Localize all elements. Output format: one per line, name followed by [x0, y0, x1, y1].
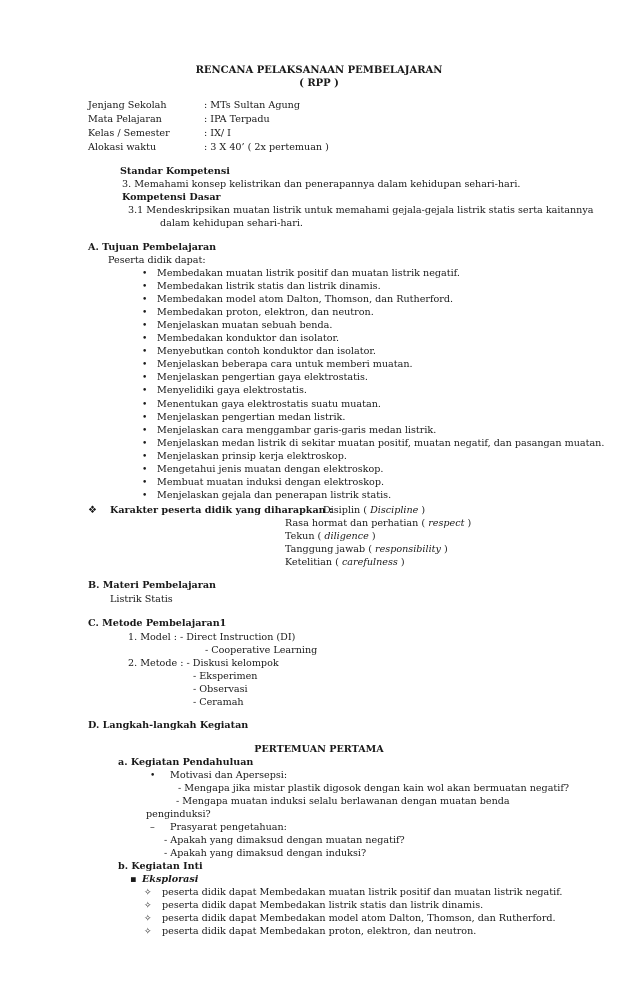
- karakter-item-close: ): [421, 505, 426, 516]
- tujuan-item: Mengetahui jenis muatan dengan elektroskop.: [157, 463, 384, 475]
- metode-item-observasi: - Observasi: [193, 684, 248, 695]
- karakter-item-term: diligence: [324, 531, 369, 542]
- identity-label-mapel: Mata Pelajaran: [88, 114, 162, 125]
- tujuan-item: Membuat muatan induksi dengan elektroskop.: [157, 476, 385, 488]
- karakter-item-close: ): [443, 544, 448, 555]
- tujuan-intro: Peserta didik dapat:: [108, 255, 206, 266]
- karakter-item: [285, 518, 471, 530]
- document-subtitle: ( RPP ): [299, 78, 339, 89]
- motivasi-label: Motivasi dan Apersepsi:: [170, 770, 288, 781]
- identity-label-kelas: Kelas / Semester: [88, 128, 170, 139]
- eksplorasi-item: peserta didik dapat Membedakan muatan listrik positif dan muatan listrik negatif.: [162, 887, 563, 898]
- karakter-item-close: ): [400, 557, 405, 568]
- tujuan-item: Membedakan proton, elektron, dan neutron.: [157, 307, 374, 319]
- tujuan-bullet: •: [142, 412, 148, 423]
- karakter-item: [285, 557, 405, 569]
- karakter-item-term: Discipline: [370, 505, 419, 516]
- document-title: RENCANA PELAKSANAAN PEMBELAJARAN: [195, 65, 443, 76]
- metode-heading: C. Metode Pembelajaran1: [88, 618, 227, 629]
- tujuan-bullet: •: [142, 386, 148, 397]
- kd-line-2: dalam kehidupan sehari-hari.: [160, 218, 303, 229]
- karakter-item-text: Ketelitian (: [285, 557, 339, 568]
- tujuan-bullet: •: [142, 399, 148, 410]
- eksplorasi-item: peserta didik dapat Membedakan model atom Dalton, Thomson, dan Rutherford.: [162, 913, 556, 924]
- identity-value-mapel: : IPA Terpadu: [204, 114, 270, 125]
- karakter-item-close: ): [371, 531, 376, 542]
- tujuan-item: Menjelaskan gejala dan penerapan listrik statis.: [157, 489, 392, 501]
- tujuan-bullet: •: [142, 425, 148, 436]
- tujuan-bullet: •: [142, 360, 148, 371]
- langkah-heading: D. Langkah-langkah Kegiatan: [88, 720, 249, 731]
- tujuan-bullet: •: [142, 334, 148, 345]
- tujuan-item: Menjelaskan pengertian gaya elektrostatis.: [157, 372, 368, 384]
- karakter-item-text: Tanggung jawab (: [285, 544, 372, 555]
- eksplorasi-marker: ▪: [130, 874, 137, 885]
- kd-heading: Kompetensi Dasar: [122, 192, 221, 203]
- tujuan-bullet: •: [142, 321, 148, 332]
- karakter-heading: Karakter peserta didik yang diharapkan :: [110, 505, 333, 516]
- tujuan-item: Menjelaskan beberapa cara untuk memberi muatan.: [157, 359, 413, 371]
- kd-line-1: 3.1 Mendeskripsikan muatan listrik untuk memahami gejala-gejala listrik statis serta kaitannya: [128, 205, 594, 216]
- metode-item-eksperimen: - Eksperimen: [193, 671, 258, 682]
- eksplorasi-item: peserta didik dapat Membedakan listrik statis dan listrik dinamis.: [162, 900, 484, 911]
- tujuan-item: Menjelaskan muatan sebuah benda.: [157, 320, 333, 332]
- tujuan-item: Membedakan konduktor dan isolator.: [157, 333, 340, 345]
- standar-text: 3. Memahami konsep kelistrikan dan penerapannya dalam kehidupan sehari-hari.: [122, 179, 521, 190]
- tujuan-bullet: •: [142, 477, 148, 488]
- tujuan-bullet: •: [142, 269, 148, 279]
- tujuan-item: Menentukan gaya elektrostatis suatu muatan.: [157, 398, 381, 410]
- motivasi-q2-cont: penginduksi?: [146, 809, 211, 820]
- motivasi-q1: - Mengapa jika mistar plastik digosok dengan kain wol akan bermuatan negatif?: [178, 783, 570, 794]
- prasyarat-label: Prasyarat pengetahuan:: [170, 822, 287, 833]
- motivasi-bullet: •: [150, 771, 156, 781]
- eksplorasi-item: peserta didik dapat Membedakan proton, elektron, dan neutron.: [162, 926, 477, 937]
- identity-label-alokasi: Alokasi waktu: [88, 142, 157, 153]
- eksplorasi-marker-item: ✧: [144, 901, 152, 911]
- tujuan-bullet: •: [142, 490, 148, 501]
- tujuan-heading: A. Tujuan Pembelajaran: [88, 242, 217, 253]
- karakter-item: [323, 505, 425, 517]
- materi-heading: B. Materi Pembelajaran: [88, 580, 217, 591]
- tujuan-item: Menjelaskan cara menggambar garis-garis medan listrik.: [157, 424, 437, 436]
- standar-heading: Standar Kompetensi: [120, 166, 230, 177]
- prasyarat-q1: - Apakah yang dimaksud dengan muatan negatif?: [164, 835, 405, 846]
- identity-value-kelas: : IX/ I: [204, 128, 231, 139]
- tujuan-bullet: •: [142, 347, 148, 358]
- tujuan-item: Menyelidiki gaya elektrostatis.: [157, 385, 307, 397]
- tujuan-item: Menyebutkan contoh konduktor dan isolator.: [157, 346, 376, 358]
- inti-heading: b. Kegiatan Inti: [118, 861, 203, 872]
- karakter-item-term: responsibility: [375, 544, 441, 555]
- identity-label-jenjang: Jenjang Sekolah: [88, 100, 167, 111]
- metode-model-2: - Cooperative Learning: [205, 645, 318, 656]
- tujuan-bullet: •: [142, 282, 148, 293]
- tujuan-item: Membedakan listrik statis dan listrik dinamis.: [157, 281, 381, 293]
- pendahuluan-heading: a. Kegiatan Pendahuluan: [118, 757, 254, 768]
- motivasi-q2: - Mengapa muatan induksi selalu berlawanan dengan muatan benda: [176, 796, 510, 807]
- karakter-item-text: Rasa hormat dan perhatian (: [285, 518, 426, 529]
- tujuan-bullet: •: [142, 438, 148, 449]
- karakter-marker: ❖: [88, 505, 97, 516]
- pertemuan-heading: PERTEMUAN PERTAMA: [254, 744, 384, 755]
- prasyarat-marker: –: [150, 822, 155, 833]
- karakter-item-text: Disiplin (: [323, 505, 368, 516]
- eksplorasi-heading: Eksplorasi: [142, 874, 199, 885]
- eksplorasi-marker-item: ✧: [144, 888, 152, 898]
- tujuan-item: Menjelaskan prinsip kerja elektroskop.: [157, 450, 347, 462]
- tujuan-item: Membedakan model atom Dalton, Thomson, dan Rutherford.: [157, 294, 454, 306]
- materi-text: Listrik Statis: [110, 594, 173, 605]
- prasyarat-q2: - Apakah yang dimaksud dengan induksi?: [164, 848, 367, 859]
- karakter-item-term: carefulness: [341, 557, 398, 568]
- karakter-item-term: respect: [428, 518, 465, 529]
- tujuan-item: Membedakan muatan listrik positif dan muatan listrik negatif.: [157, 268, 460, 279]
- metode-model: 1. Model : - Direct Instruction (DI): [128, 632, 296, 643]
- tujuan-bullet: •: [142, 295, 148, 306]
- eksplorasi-marker-item: ✧: [144, 927, 152, 937]
- metode-metode: 2. Metode : - Diskusi kelompok: [128, 658, 279, 669]
- identity-value-jenjang: : MTs Sultan Agung: [204, 100, 300, 111]
- tujuan-bullet: •: [142, 451, 148, 462]
- tujuan-item: Menjelaskan pengertian medan listrik.: [157, 411, 346, 423]
- tujuan-bullet: •: [142, 464, 148, 475]
- tujuan-bullet: •: [142, 373, 148, 384]
- tujuan-bullet: •: [142, 308, 148, 319]
- karakter-item-close: ): [467, 518, 472, 529]
- metode-item-ceramah: - Ceramah: [193, 697, 244, 708]
- karakter-item-text: Tekun (: [285, 531, 322, 542]
- eksplorasi-marker-item: ✧: [144, 914, 152, 924]
- karakter-item: [285, 544, 448, 556]
- karakter-item: [285, 531, 376, 543]
- identity-value-alokasi: : 3 X 40’ ( 2x pertemuan ): [204, 142, 329, 153]
- tujuan-item: Menjelaskan medan listrik di sekitar muatan positif, muatan negatif, dan pasangan muatan.: [157, 437, 605, 449]
